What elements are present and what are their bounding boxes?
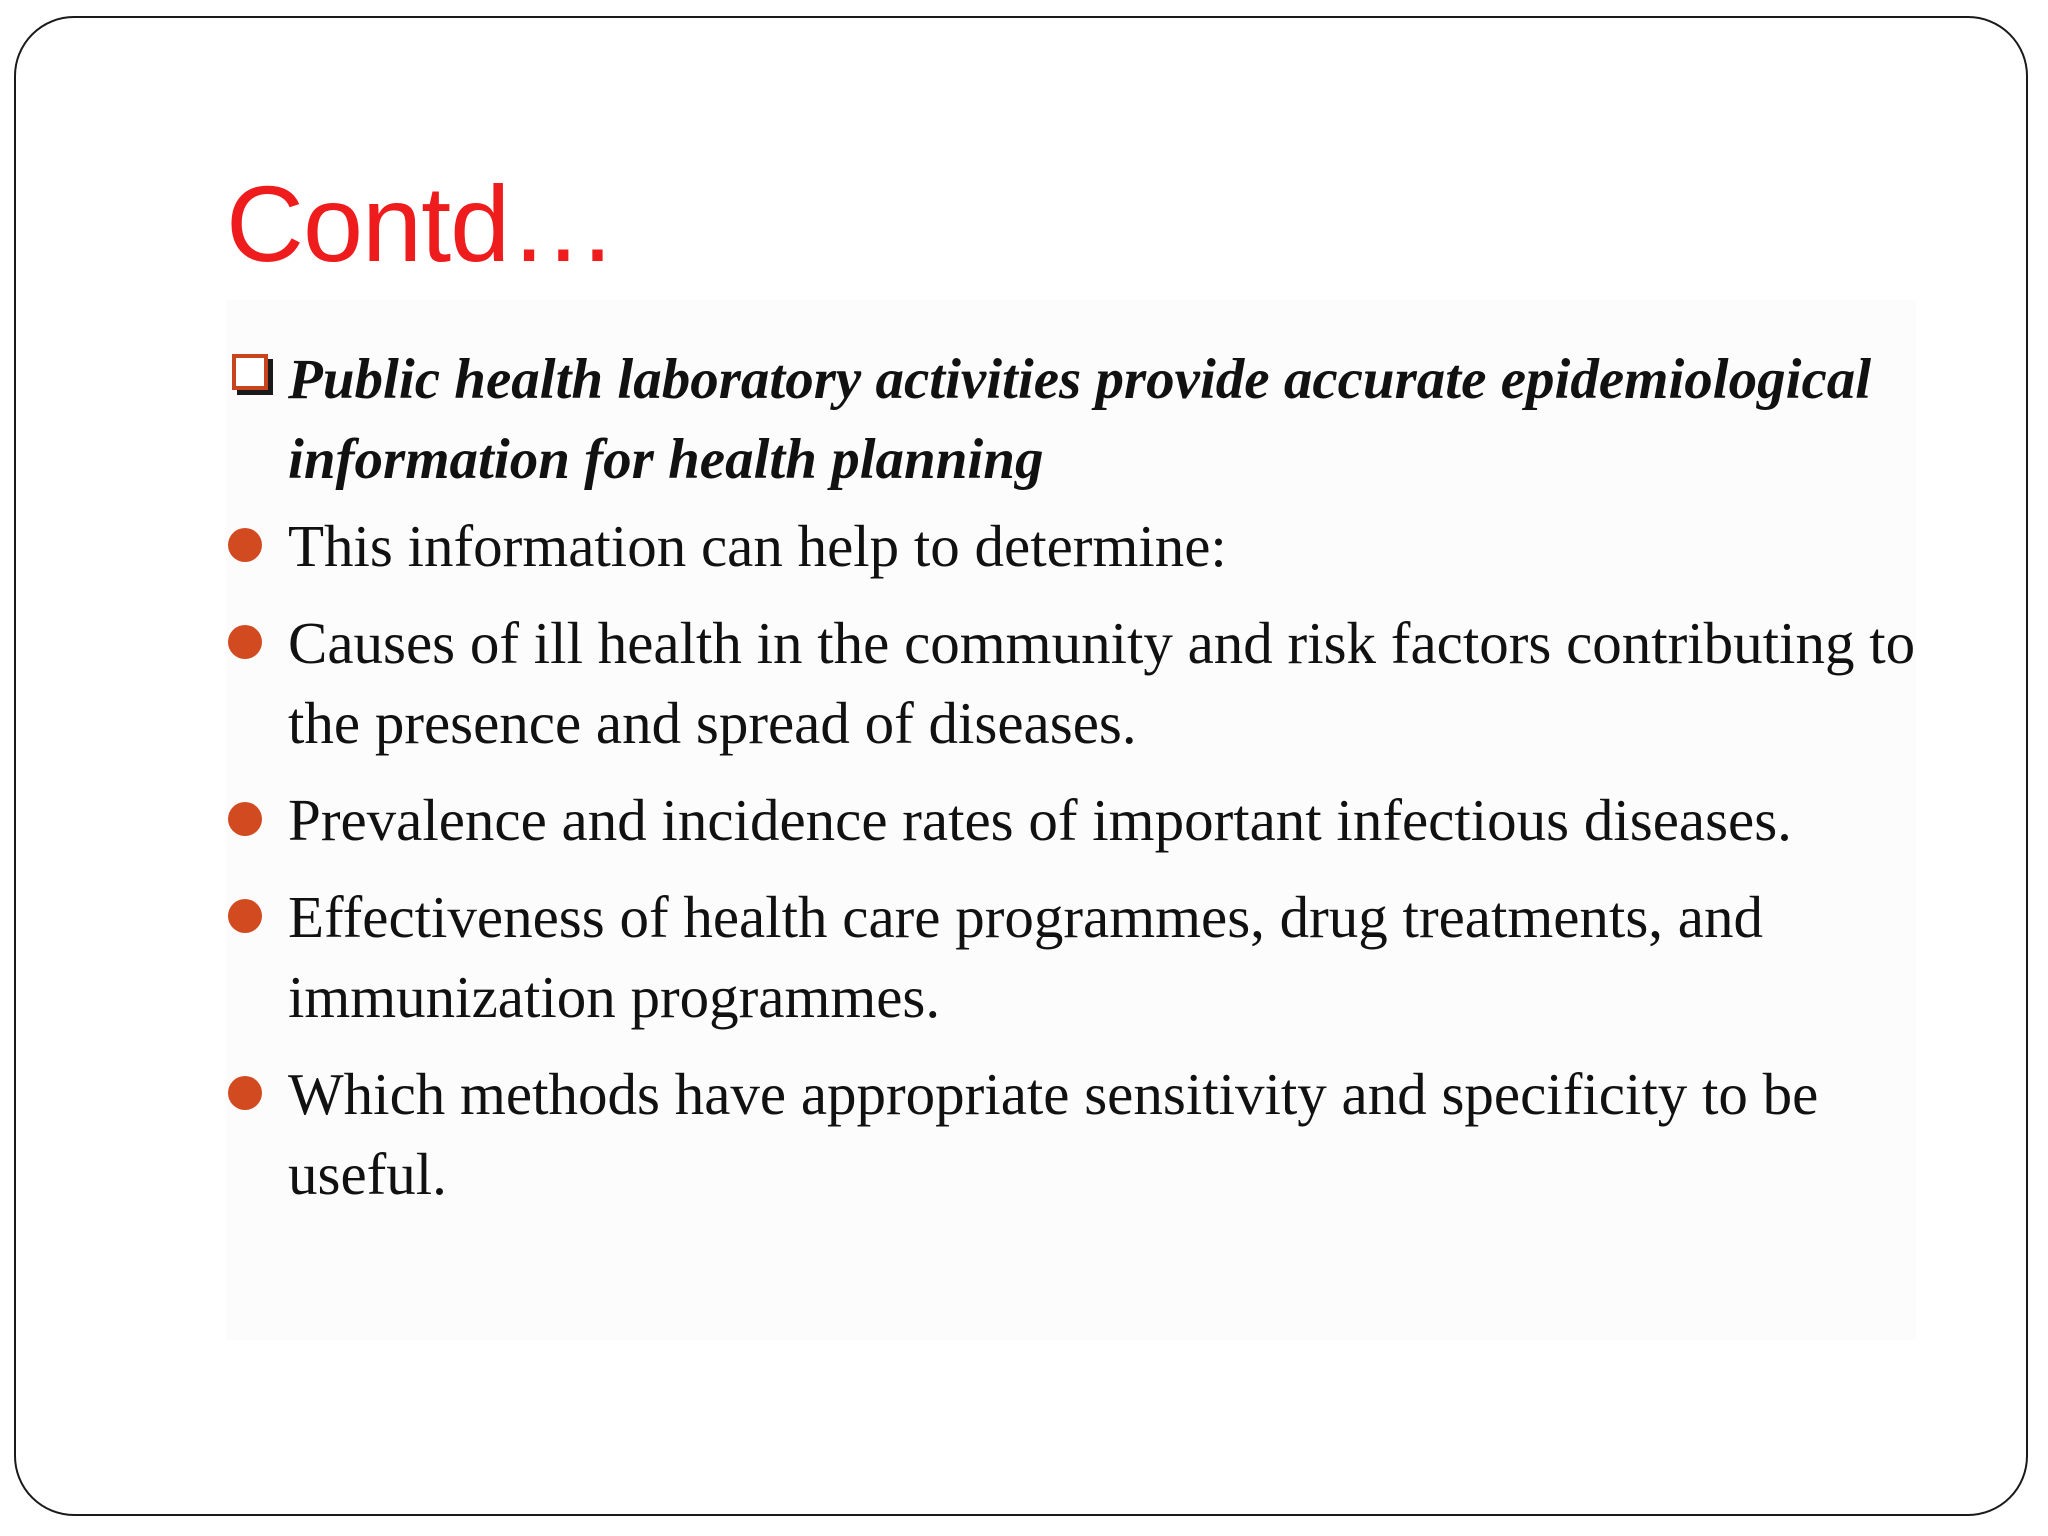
dot-bullet-icon [228,625,262,659]
dot-bullet-icon [228,528,262,562]
square-checkbox-icon [232,354,268,390]
slide-title: Contd… [226,163,617,284]
dot-bullet-icon [228,802,262,836]
list-item [226,780,1946,860]
bullet-text: Prevalence and incidence rates of important infectious diseases. [288,787,1792,853]
bullet-text: This information can help to determine: [288,513,1227,579]
bullet-text: Which methods have appropriate sensitivity and specificity to be useful. [288,1061,1819,1207]
list-item-lead [226,340,1946,500]
bullet-text: Public health laboratory activities provide accurate epidemiological information for health planning [288,348,1872,491]
list-item [226,1054,1946,1214]
bullet-list [226,340,1946,1231]
bullet-text: Effectiveness of health care programmes, drug treatments, and immunization programmes. [288,884,1763,1030]
list-item [226,877,1946,1037]
list-item [226,603,1946,763]
dot-bullet-icon [228,1076,262,1110]
list-item [226,506,1946,586]
bullet-text: Causes of ill health in the community and risk factors contributing to the presence and spread of diseases. [288,610,1916,756]
dot-bullet-icon [228,899,262,933]
